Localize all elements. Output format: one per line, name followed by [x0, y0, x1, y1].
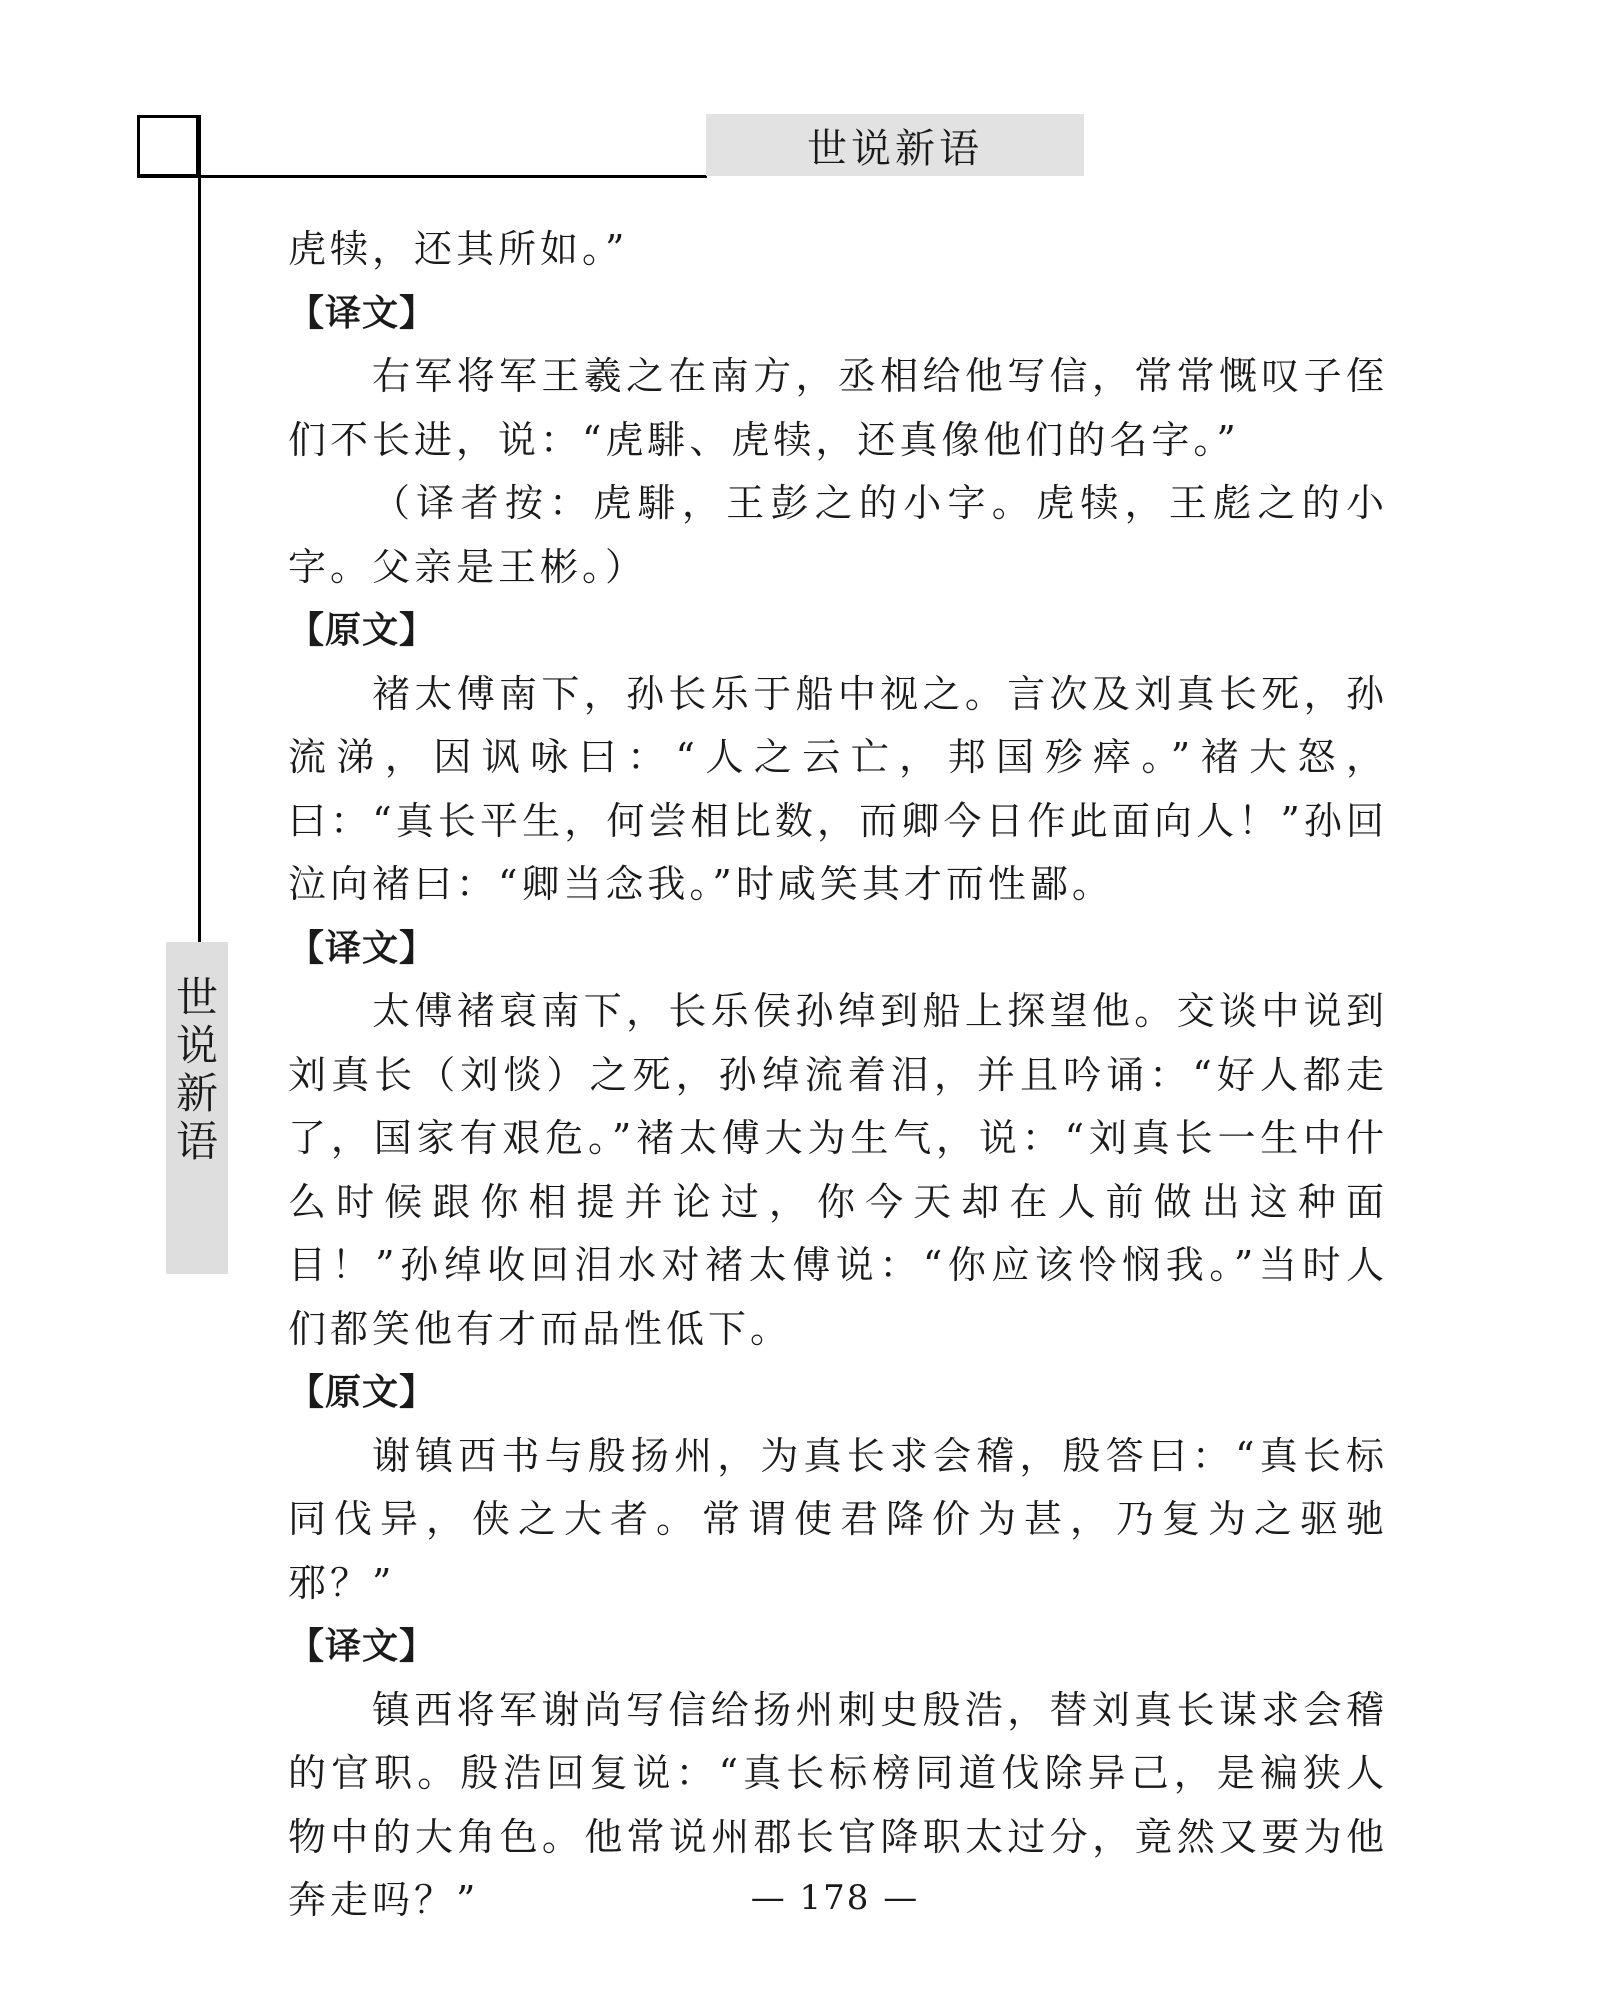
translation-paragraph: 镇西将军谢尚写信给扬州刺史殷浩，替刘真长谋求会稽的官职。殷浩回复说：“真长标榜同道伐除异己，是褊狭人物中的大角色。他常说州郡长官降职太过分，竟然又要为他奔走吗？”	[288, 1687, 1388, 1922]
header-rule	[137, 175, 707, 178]
side-tab	[166, 942, 228, 1274]
side-tab-char: 语	[175, 1117, 218, 1166]
body-text	[288, 218, 1388, 1933]
margin-rule	[198, 115, 201, 945]
translator-note: （译者按：虎騑，王彭之的小字。虎犊，王彪之的小字。父亲是王彬。）	[288, 481, 1388, 589]
side-tab-char: 说	[175, 1021, 218, 1070]
corner-frame-box	[137, 115, 199, 177]
running-header	[706, 114, 1084, 176]
paragraph-continuation: 虎犊，还其所如。”	[288, 227, 629, 271]
section-heading-translation: 【译文】	[288, 927, 437, 969]
translation-paragraph: 太傅褚裒南下，长乐侯孙绰到船上探望他。交谈中说到刘真长（刘惔）之死，孙绰流着泪，并且吟诵：“好人都走了，国家有艰危。”褚太傅大为生气，说：“刘真长一生中什么时候跟你相提并论过，你今天却在人前做出这种面目！”孙绰收回泪水对褚太傅说：“你应该怜悯我。”当时人们都笑他有才而品性低下。	[288, 989, 1388, 1351]
section-heading-translation: 【译文】	[288, 292, 437, 334]
running-header-title: 世说新语	[807, 125, 983, 172]
side-tab-char: 新	[175, 1069, 218, 1118]
page-number: — 178 —	[750, 1878, 920, 1918]
original-paragraph: 谢镇西书与殷扬州，为真长求会稽，殷答曰：“真长标同伐异，侠之大者。常谓使君降价为甚，乃复为之驱驰邪？”	[288, 1433, 1388, 1605]
section-heading-original: 【原文】	[288, 610, 437, 651]
original-paragraph: 褚太傅南下，孙长乐于船中视之。言次及刘真长死，孙流涕，因讽咏曰：“人之云亡，邦国殄瘁。”褚大怒，曰：“真长平生，何尝相比数，而卿今日作此面向人！”孙回泣向褚曰：“卿当念我。”时咸笑其才而性鄙。	[288, 671, 1388, 906]
section-heading-translation: 【译文】	[288, 1626, 437, 1667]
side-tab-char: 世	[175, 973, 218, 1022]
section-heading-original: 【原文】	[288, 1372, 437, 1413]
translation-paragraph: 右军将军王羲之在南方，丞相给他写信，常常慨叹子侄们不长进，说：“虎騑、虎犊，还真像他们的名字。”	[288, 354, 1388, 462]
